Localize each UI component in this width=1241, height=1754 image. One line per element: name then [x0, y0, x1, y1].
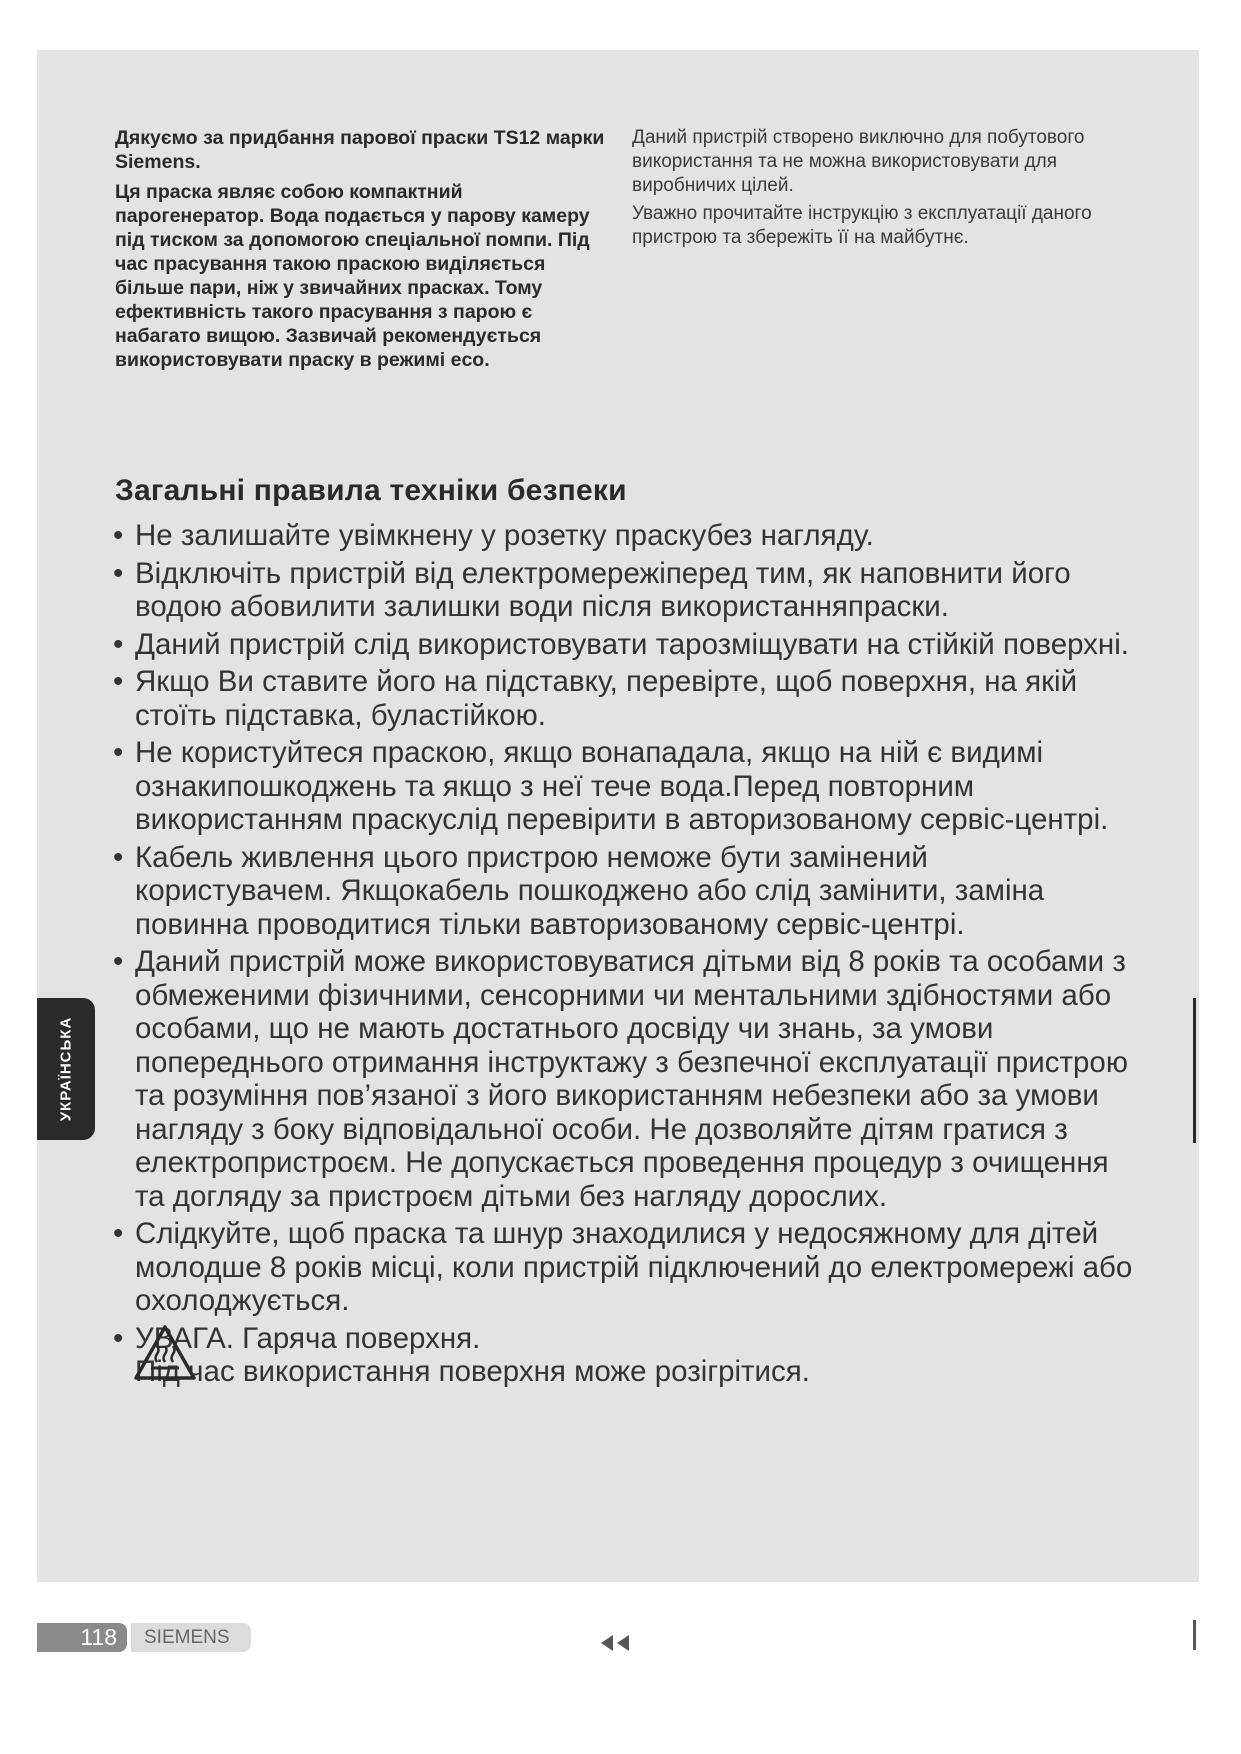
intro-read-instructions: Уважно прочитайте інструкцію з експлуатації даного пристрою та збережіть її на майбутнє. [632, 203, 1092, 248]
rule-text: Кабель живлення цього пристрою неможе бути замінений користувачем. Якщокабель пошкоджено або слід замінити, заміна повинна проводитися тільки вавторизованому сервіс-центрі. [135, 840, 1045, 941]
warning-item [113, 1322, 1133, 1392]
rule-text: Не залишайте увімкнену у розетку праскубез нагляду. [135, 519, 874, 552]
double-left-arrow-icon[interactable] [598, 1634, 632, 1652]
rule-text: Не користуйтеся праскою, якщо вонападала, якщо на ній є видимі ознакипошкоджень та якщо з неї тече вода.Перед повторним використанням праскуслід перевірити в авторизованому сервіс-центрі. [135, 736, 1109, 836]
warning-text: Під час використання поверхня може розігрітися. [135, 1355, 810, 1388]
rule-text: Даний пристрій може використовуватися дітьми від 8 років та особами з обмеженими фізичними, сенсорними чи ментальними здібностями або особами, що не мають достатнього досвіду чи знань, за умови попереднього отримання інструктажу з безпечної експлуатації пристрою та розуміння пов’язаної з його використанням небезпеки або за умови нагляду з боку відповідальної особи. Не дозволяйте дітям гратися з електропристроєм. Не допускається проведення процедур з очищення та догляду за пристроєм дітьми без нагляду дорослих. [135, 945, 1128, 1213]
bullet: • [113, 945, 124, 978]
list-item [113, 519, 1133, 553]
intro-right-column [632, 126, 1132, 254]
list-item [113, 557, 1133, 624]
bullet: • [113, 519, 124, 552]
rule-text: Відключіть пристрій від електромережіперед тим, як наповнити його водою абовилити залишки води після використанняпраски. [135, 556, 1071, 623]
intro-description: Ця праска являє собою компактний парогенератор. Вода подається у парову камеру під тиском за допомогою спеціальної помпи. Під час прасування такою праскою виділяється більше пари, ніж у звичайних прасках. Тому ефективність такого прасування з парою є набагато вищою. Зазвичай рекомендується використовувати праску в режимі eco. [115, 181, 590, 371]
intro-household-use: Даний пристрій створено виключно для побутового використання та не можна використовувати для виробничих цілей. [632, 127, 1085, 196]
bullet: • [113, 1321, 124, 1355]
section-title: Загальні правила техніки безпеки [115, 474, 627, 507]
list-item [113, 736, 1133, 837]
bullet: • [113, 627, 124, 661]
edge-marker [1193, 998, 1196, 1143]
page-number: 118 [37, 1623, 127, 1652]
bullet: • [113, 1217, 124, 1250]
intro-thanks: Дякуємо за придбання парової праски TS12 марки Siemens. [115, 127, 605, 173]
hot-surface-warning-icon [133, 1324, 197, 1382]
rule-text: Даний пристрій слід використовувати тарозміщувати на стійкій поверхні. [135, 627, 1129, 661]
language-tab [37, 998, 95, 1140]
list-item [113, 1217, 1133, 1318]
list-item [113, 665, 1133, 732]
brand-label: SIEMENS [131, 1623, 251, 1652]
list-item [113, 841, 1133, 942]
bullet: • [113, 665, 124, 698]
safety-rules-list [113, 519, 1133, 1396]
edge-marker-bottom [1193, 1620, 1196, 1650]
rule-text: Слідкуйте, щоб праска та шнур знаходилися у недосяжному для дітей молодше 8 років місці, коли пристрій підключений до електромережі або охолоджується. [135, 1217, 1133, 1317]
warning-title: УВАГА. Гаряча поверхня. [135, 1321, 481, 1355]
language-label: УКРАЇНСЬКА [57, 1016, 75, 1122]
list-item [113, 628, 1133, 662]
bullet: • [113, 556, 124, 590]
bullet: • [113, 840, 124, 874]
list-item [113, 945, 1133, 1213]
bullet: • [113, 736, 124, 769]
rule-text: Якщо Ви ставите його на підставку, перевірте, щоб поверхня, на якій стоїть підставка, буластійкою. [135, 665, 1078, 732]
intro-left-column [115, 126, 615, 378]
